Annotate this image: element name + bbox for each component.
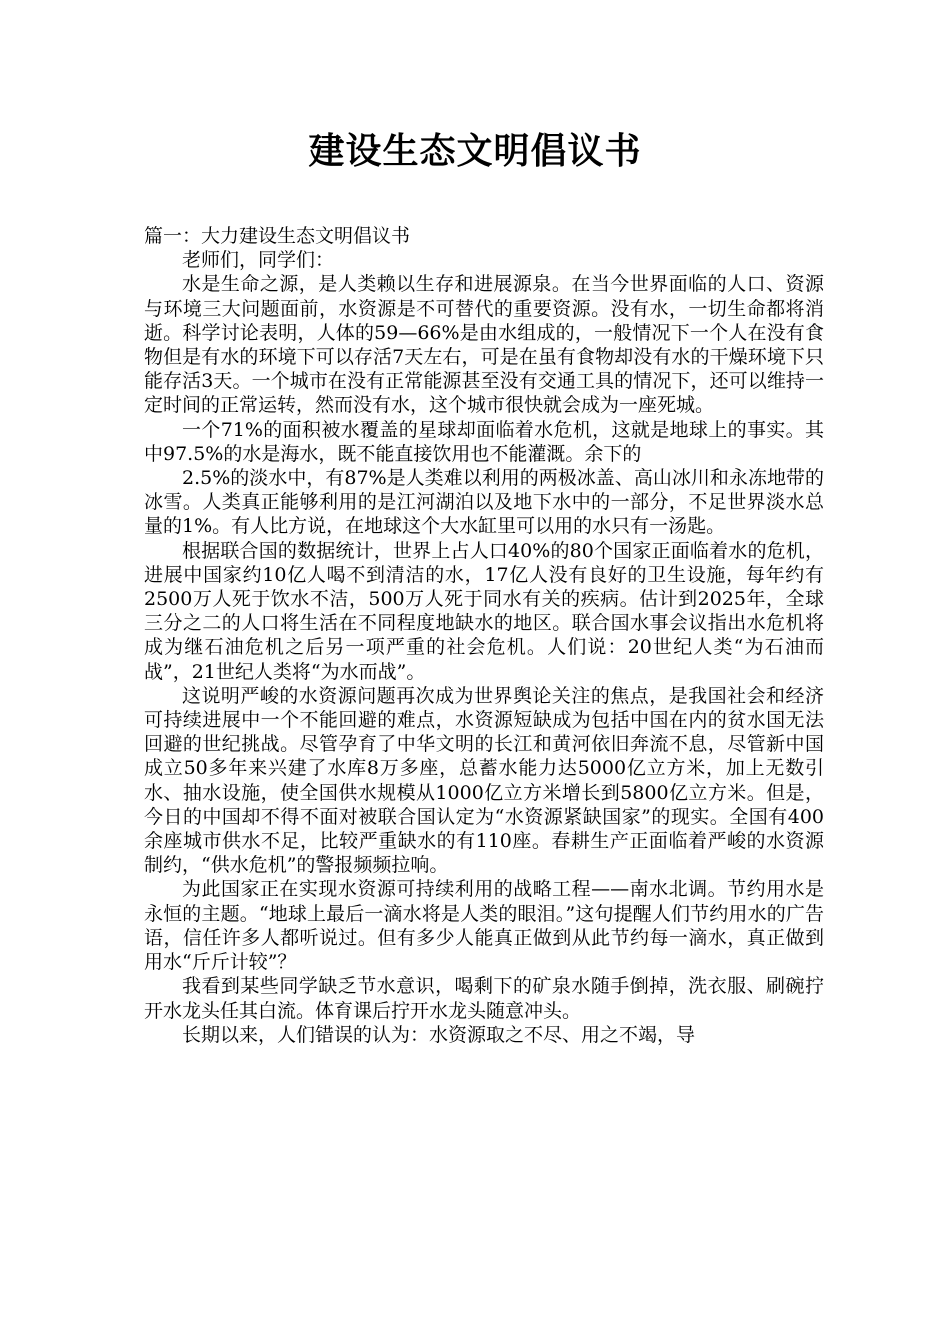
paragraph: 这说明严峻的水资源问题再次成为世界舆论关注的焦点，是我国社会和经济可持续进展中一个不能回避的难点，水资源短缺成为包括中国在内的贫水国无法回避的世纪挑战。尽管孕育了中华文明的长江和黄河依旧奔流不息，尽管新中国成立50多年来兴建了水库8万多座，总蓄水能力达5000亿立方米，加上无数引水、抽水设施，使全国供水规模从1000亿立方米增长到5800亿立方米。但是，今日的中国却不得不面对被联合国认定为“水资源紧缺国家”的现实。全国有400余座城市供水不足，比较严重缺水的有110座。春耕生产正面临着严峻的水资源制约，“供水危机”的警报频频拉响。 <box>144 684 824 877</box>
paragraph: 2.5%的淡水中，有87%是人类难以利用的两极冰盖、高山冰川和永冻地带的冰雪。人类真正能够利用的是江河湖泊以及地下水中的一部分，不足世界淡水总量的1%。有人比方说，在地球这个大水缸里可以用的水只有一汤匙。 <box>144 467 824 538</box>
paragraph: 长期以来，人们错误的认为：水资源取之不尽、用之不竭，导 <box>182 1023 696 1046</box>
salutation: 老师们，同学们： <box>182 249 335 272</box>
document-body <box>144 224 824 1047</box>
paragraph: 根据联合国的数据统计，世界上占人口40%的80个国家正面临着水的危机，进展中国家约10亿人喝不到清洁的水，17亿人没有良好的卫生设施，每年约有2500万人死于饮水不洁，500万人死于同水有关的疾病。估计到2025年，全球三分之二的人口将生活在不同程度地缺水的地区。联合国水事会议指出水危机将成为继石油危机之后另一项严重的社会危机。人们说：20世纪人类“为石油而战”，21世纪人类将“为水而战”。 <box>144 539 824 683</box>
document-title: 建设生态文明倡议书 <box>308 131 642 172</box>
paragraph: 水是生命之源，是人类赖以生存和进展源泉。在当今世界面临的人口、资源与环境三大问题面前，水资源是不可替代的重要资源。没有水，一切生命都将消逝。科学讨论表明，人体的59—66%是由水组成的，一般情况下一个人在没有食物但是有水的环境下可以存活7天左右，可是在虽有食物却没有水的干燥环境下只能存活3天。一个城市在没有正常能源甚至没有交通工具的情况下，还可以维持一定时间的正常运转，然而没有水，这个城市很快就会成为一座死城。 <box>144 273 824 417</box>
paragraph: 我看到某些同学缺乏节水意识，喝剩下的矿泉水随手倒掉，洗衣服、刷碗拧开水龙头任其白流。体育课后拧开水龙头随意冲头。 <box>144 975 824 1022</box>
paragraph: 一个71%的面积被水覆盖的星球却面临着水危机，这就是地球上的事实。其中97.5%的水是海水，既不能直接饮用也不能灌溉。余下的 <box>144 418 824 465</box>
section-heading: 篇一：大力建设生态文明倡议书 <box>144 225 411 247</box>
paragraph: 为此国家正在实现水资源可持续利用的战略工程——南水北调。节约用水是永恒的主题。“地球上最后一滴水将是人类的眼泪。”这句提醒人们节约用水的广告语，信任许多人都听说过。但有多少人能真正做到从此节约每一滴水，真正做到用水“斤斤计较”？ <box>144 878 824 974</box>
